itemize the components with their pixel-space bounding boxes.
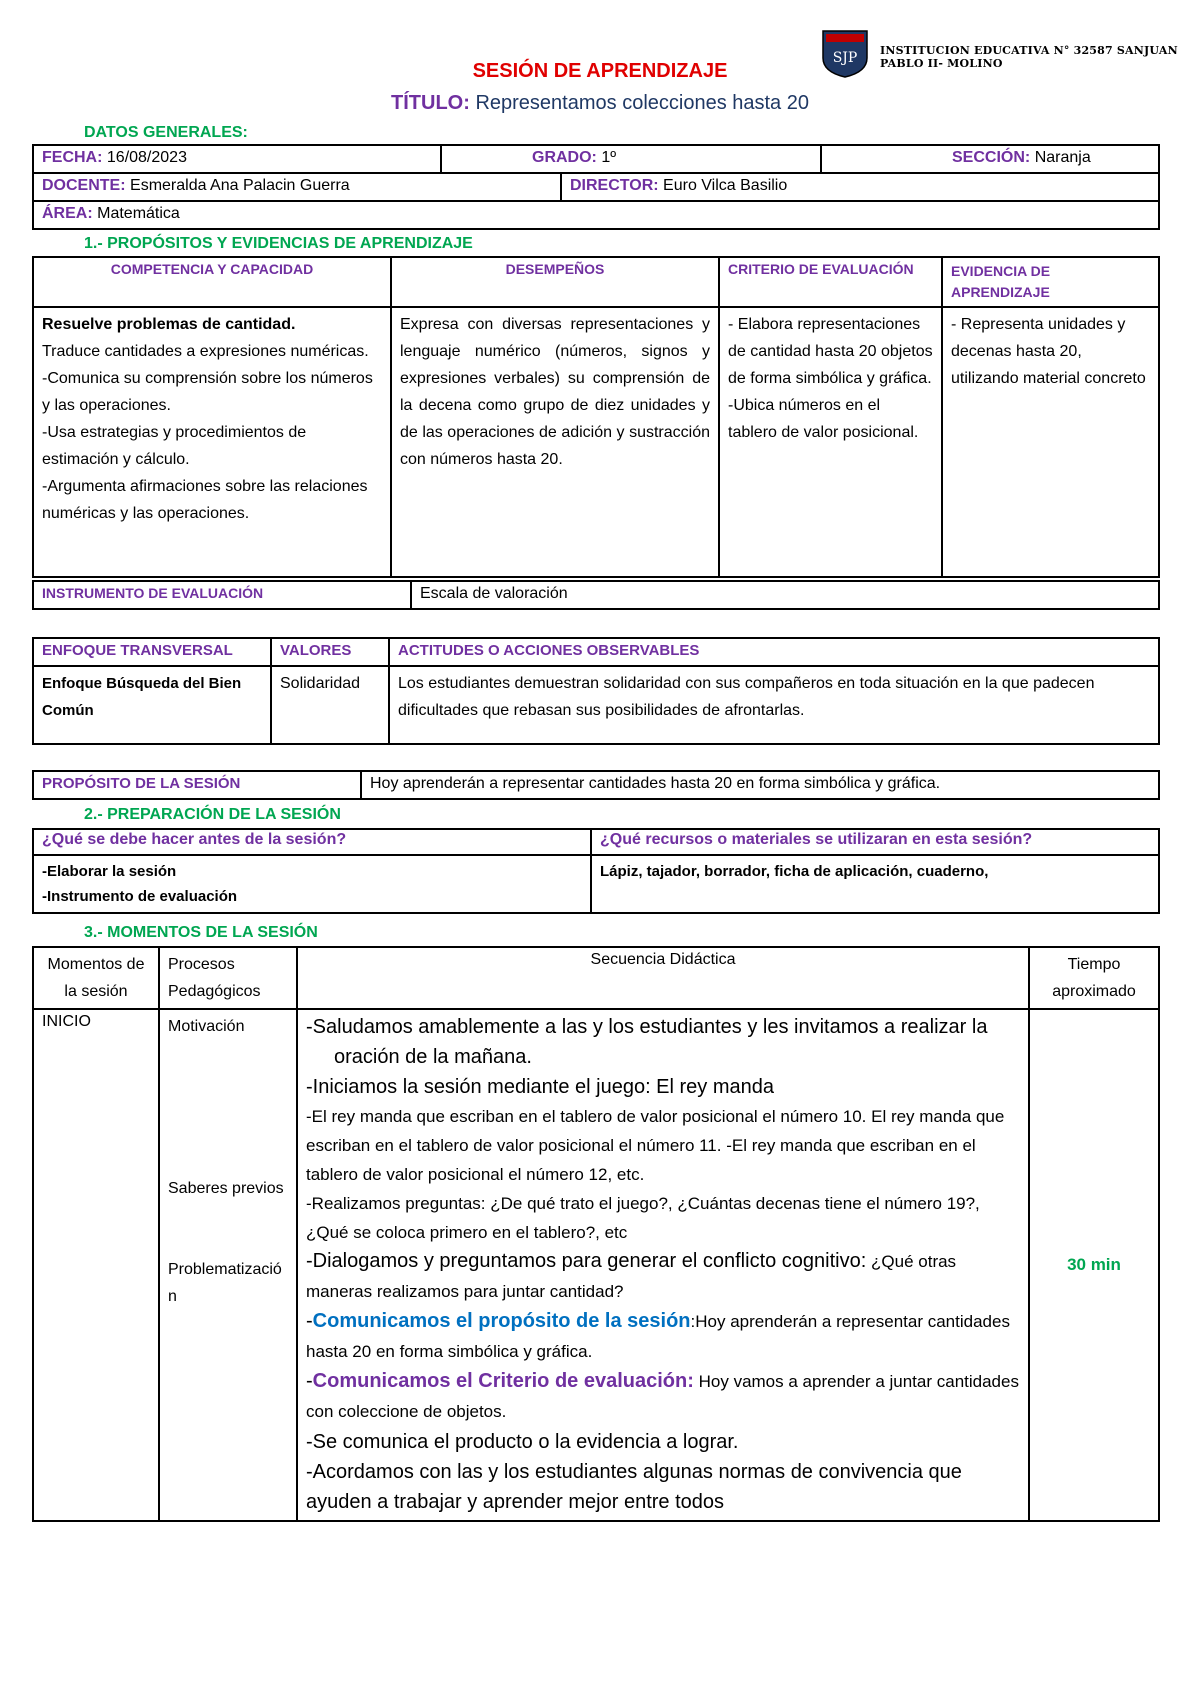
question-materials: ¿Qué recursos o materiales se utilizaran en esta sesión?	[591, 829, 1159, 855]
docente-table	[32, 172, 1160, 230]
valores-value: Solidaridad	[271, 666, 389, 744]
grado-label: GRADO:	[532, 149, 597, 166]
docente-value: Esmeralda Ana Palacin Guerra	[130, 177, 350, 194]
seq-proposito-rest: :Hoy aprenderán a representar cantidades hasta 20 en forma simbólica y gráfica.	[306, 1312, 1010, 1361]
seq-proposito-lead: Comunicamos el propósito de la sesión	[312, 1310, 691, 1332]
proceso-motivacion: Motivación	[168, 1018, 245, 1035]
seq-producto: -Se comunica el producto o la evidencia a lograr.	[306, 1431, 739, 1453]
docente-label: DOCENTE:	[42, 177, 126, 194]
secuencia-cell	[297, 1009, 1029, 1521]
proposito-value: Hoy aprenderán a representar cantidades hasta 20 en forma simbólica y gráfica.	[361, 771, 1159, 799]
area-cell	[33, 201, 1159, 229]
momento-inicio: INICIO	[33, 1009, 159, 1521]
seq-criterio-lead: Comunicamos el Criterio de evaluación:	[312, 1370, 694, 1392]
materials-answer: Lápiz, tajador, borrador, ficha de aplicación, cuaderno,	[591, 855, 1159, 913]
instrumento-label: INSTRUMENTO DE EVALUACIÓN	[33, 581, 411, 609]
procesos-cell	[159, 1009, 297, 1521]
question-before: ¿Qué se debe hacer antes de la sesión?	[33, 829, 591, 855]
header-procesos: Procesos Pedagógicos	[159, 947, 297, 1009]
competencia-title: Resuelve problemas de cantidad.	[42, 316, 296, 333]
general-table	[32, 144, 1160, 174]
seq-proposito: -Comunicamos el propósito de la sesión:Hoy aprenderán a representar cantidades hasta 20 en forma simbólica y gráfica.	[306, 1310, 1010, 1361]
session-title	[0, 92, 1200, 115]
title-label: TÍTULO:	[391, 92, 470, 114]
seccion-value: Naranja	[1034, 149, 1091, 166]
capacidad-item: -Comunica su comprensión sobre los números y las operaciones.	[42, 370, 373, 414]
seccion-cell	[821, 145, 1159, 173]
seq-normas: -Acordamos con las y los estudiantes algunas normas de convivencia que ayuden a trabajar y aprender mejor entre todos	[306, 1461, 962, 1513]
seq-dialogo-lead: -Dialogamos y preguntamos para generar el conflicto cognitivo:	[306, 1250, 867, 1272]
header-valores: VALORES	[271, 638, 389, 666]
evidencia-cell: - Representa unidades y decenas hasta 20, utilizando material concreto	[942, 307, 1159, 577]
proposito-table	[32, 770, 1160, 800]
seq-dialogo-rest: ¿Qué otras maneras realizamos para juntar cantidad?	[306, 1252, 957, 1301]
instrumento-value: Escala de valoración	[411, 581, 1159, 609]
header-evidencia: EVIDENCIA DE APRENDIZAJE	[942, 257, 1159, 307]
criterio-item: - Elabora representaciones de cantidad hasta 20 objetos de forma simbólica y gráfica.	[728, 316, 933, 387]
grado-value: 1º	[601, 149, 617, 166]
purposes-table	[32, 256, 1160, 578]
header-enfoque: ENFOQUE TRANSVERSAL	[33, 638, 271, 666]
seq-saludo: -Saludamos amablemente a las y los estudiantes y les invitamos a realizar la oración de la mañana.	[306, 1016, 988, 1068]
director-label: DIRECTOR:	[570, 177, 659, 194]
momentos-table	[32, 946, 1160, 1522]
seccion-label: SECCIÓN:	[952, 149, 1031, 166]
criterio-item: -Ubica números en el tablero de valor posicional.	[728, 397, 919, 441]
docente-cell	[33, 173, 561, 201]
seq-juego: -Iniciamos la sesión mediante el juego: El rey manda	[306, 1076, 775, 1098]
capacidad-item: -Argumenta afirmaciones sobre las relaciones numéricas y las operaciones.	[42, 478, 368, 522]
section3-heading: 3.- MOMENTOS DE LA SESIÓN	[84, 924, 318, 941]
header-criterio: CRITERIO DE EVALUACIÓN	[719, 257, 942, 307]
page-title: SESIÓN DE APRENDIZAJE	[472, 60, 728, 82]
fecha-value: 16/08/2023	[106, 149, 187, 166]
capacidad-item: Traduce cantidades a expresiones numéricas.	[42, 343, 369, 360]
seq-criterio-rest: Hoy vamos a aprender a juntar cantidades con coleccione de objetos.	[306, 1372, 1019, 1421]
area-value: Matemática	[97, 205, 180, 222]
grado-cell	[441, 145, 821, 173]
title-value: Representamos colecciones hasta 20	[475, 92, 809, 114]
desempeno-cell: Expresa con diversas representaciones y lenguaje numérico (números, signos y expresiones verbales) su comprensión de la decena como grupo de diez unidades y de las operaciones de adición y sustracción con números hasta 20.	[391, 307, 719, 577]
before-item: -Instrumento de evaluación	[42, 888, 238, 905]
director-value: Euro Vilca Basilio	[663, 177, 788, 194]
header-tiempo: Tiempo aproximado	[1029, 947, 1159, 1009]
school-name: INSTITUCION EDUCATIVA N° 32587 SANJUAN PABLO II- MOLINO	[880, 44, 1178, 70]
proceso-problematizacion: Problematización	[168, 1261, 282, 1305]
tiempo-value: 30 min	[1029, 1009, 1159, 1521]
svg-text:SJP: SJP	[832, 50, 858, 66]
header-momentos: Momentos de la sesión	[33, 947, 159, 1009]
header-desempenos: DESEMPEÑOS	[391, 257, 719, 307]
before-answer	[33, 855, 591, 913]
fecha-cell	[33, 145, 441, 173]
actitudes-value: Los estudiantes demuestran solidaridad con sus compañeros en toda situación en la que padecen dificultades que rebasan sus posibilidades de afrontarlas.	[389, 666, 1159, 744]
header-competencia: COMPETENCIA Y CAPACIDAD	[33, 257, 391, 307]
proceso-saberes: Saberes previos	[168, 1180, 284, 1197]
area-label: ÁREA:	[42, 205, 93, 222]
header-secuencia: Secuencia Didáctica	[297, 947, 1029, 1009]
seq-dialogo	[306, 1247, 1020, 1307]
seq-criterio: -Comunicamos el Criterio de evaluación: Hoy vamos a aprender a juntar cantidades con coleccione de objetos.	[306, 1370, 1019, 1421]
criterio-cell	[719, 307, 942, 577]
enfoque-table	[32, 637, 1160, 745]
competencia-cell	[33, 307, 391, 577]
instrumento-table	[32, 580, 1160, 610]
section2-heading: 2.- PREPARACIÓN DE LA SESIÓN	[84, 806, 341, 823]
seq-rey-manda: -El rey manda que escriban en el tablero de valor posicional el número 10. El rey manda que escriban en el tablero de valor posicional el número 11. -El rey manda que escriban en el tablero de valor posicional el número 12, etc.	[306, 1107, 1005, 1184]
director-cell	[561, 173, 1159, 201]
general-heading: DATOS GENERALES:	[84, 124, 248, 141]
header-actitudes: ACTITUDES O ACCIONES OBSERVABLES	[389, 638, 1159, 666]
fecha-label: FECHA:	[42, 149, 103, 166]
enfoque-value: Enfoque Búsqueda del Bien Común	[33, 666, 271, 744]
preparacion-table	[32, 828, 1160, 914]
capacidad-item: -Usa estrategias y procedimientos de estimación y cálculo.	[42, 424, 307, 468]
section1-heading: 1.- PROPÓSITOS Y EVIDENCIAS DE APRENDIZAJE	[84, 235, 473, 252]
before-item: -Elaborar la sesión	[42, 863, 177, 880]
seq-preguntas: -Realizamos preguntas: ¿De qué trato el juego?, ¿Cuántas decenas tiene el número 19?, ¿Qué se coloca primero en el tablero?, etc	[306, 1194, 980, 1242]
proposito-label: PROPÓSITO DE LA SESIÓN	[33, 771, 361, 799]
